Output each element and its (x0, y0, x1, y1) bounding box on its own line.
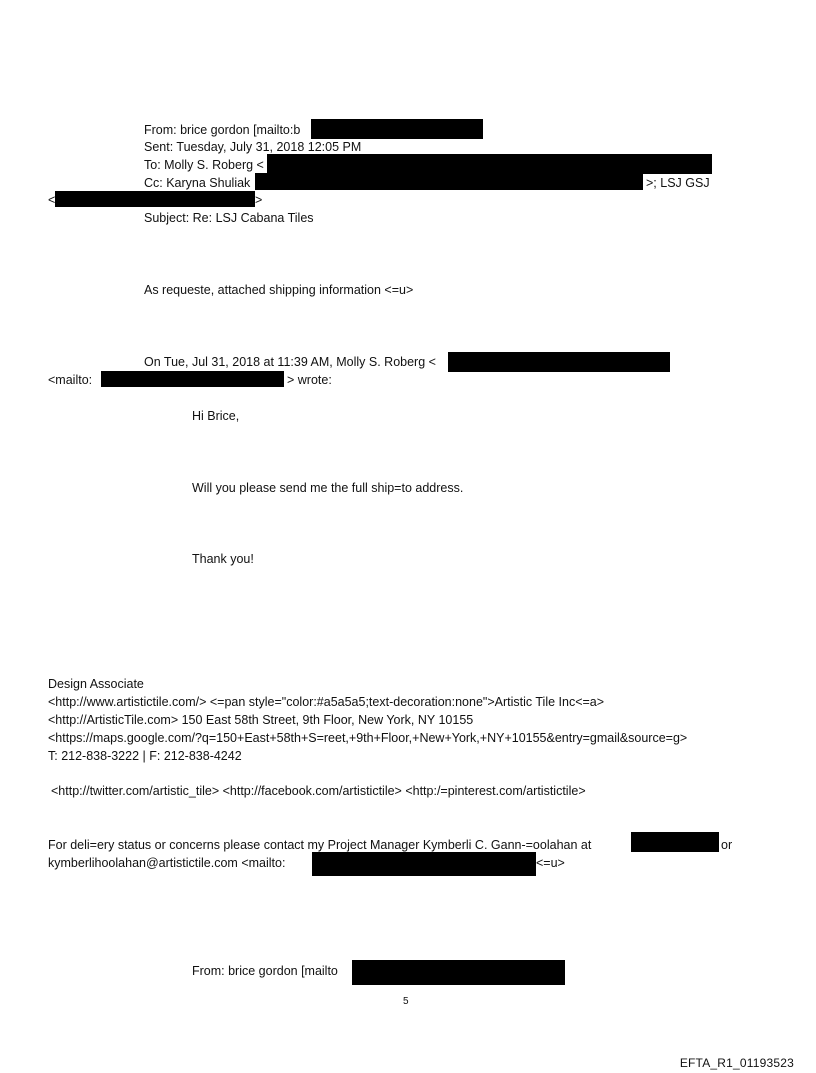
redaction-block (55, 191, 255, 207)
redaction-block (255, 173, 643, 190)
request-text: Will you please send me the full ship=to address. (192, 481, 464, 495)
cc-line-end: >; LSJ GSJ (646, 176, 710, 190)
delivery-or: or (721, 838, 733, 852)
signature-link-line: <http://www.artistictile.com/> <=pan style="color:#a5a5a5;text-decoration:none">Artistic Tile Inc<=a> (48, 695, 605, 709)
greeting: Hi Brice, (192, 409, 240, 423)
signature-map-link: <https://maps.google.com/?q=150+East+58th+S=reet,+9th+Floor,+New+York,+NY+10155&entry=gmail&source=g> (48, 731, 688, 745)
signature-title: Design Associate (48, 677, 144, 691)
sent-line: Sent: Tuesday, July 31, 2018 12:05 PM (144, 140, 362, 154)
to-line: To: Molly S. Roberg < (144, 158, 264, 172)
pm-email: kymberlihoolahan@artistictile.com <mailto: (48, 856, 286, 870)
redaction-block (267, 154, 712, 174)
cc-continuation-end: > (255, 193, 263, 207)
redaction-block (448, 352, 670, 372)
quote-wrote: > wrote: (287, 373, 332, 387)
redaction-block (631, 832, 719, 852)
redaction-block (312, 852, 536, 876)
delivery-contact: For deli=ery status or concerns please contact my Project Manager Kymberli C. Gann-=oolahan at (48, 838, 592, 852)
redaction-block (352, 960, 565, 985)
signature-address: <http://ArtisticTile.com> 150 East 58th Street, 9th Floor, New York, NY 10155 (48, 713, 474, 727)
quote-mailto: <mailto: (48, 373, 93, 387)
subject-line: Subject: Re: LSJ Cabana Tiles (144, 211, 314, 225)
next-from-line: From: brice gordon [mailto (192, 964, 338, 978)
redaction-block (101, 371, 284, 387)
quote-intro: On Tue, Jul 31, 2018 at 11:39 AM, Molly S. Roberg < (144, 355, 436, 369)
body-text: As requeste, attached shipping information <=u> (144, 283, 414, 297)
from-line: From: brice gordon [mailto:b (144, 123, 301, 137)
signature-phones: T: 212-838-3222 | F: 212-838-4242 (48, 749, 242, 763)
bates-number: EFTA_R1_01193523 (679, 1056, 794, 1070)
cc-line: Cc: Karyna Shuliak (144, 176, 251, 190)
social-links: <http://twitter.com/artistic_tile> <http://facebook.com/artistictile> <http:/=pinterest.com/artistictile> (51, 784, 586, 798)
page-number: 5 (403, 996, 409, 1007)
redaction-block (311, 119, 483, 139)
cc-continuation: < (48, 193, 56, 207)
thanks-text: Thank you! (192, 552, 254, 566)
pm-email-end: <=u> (536, 856, 565, 870)
